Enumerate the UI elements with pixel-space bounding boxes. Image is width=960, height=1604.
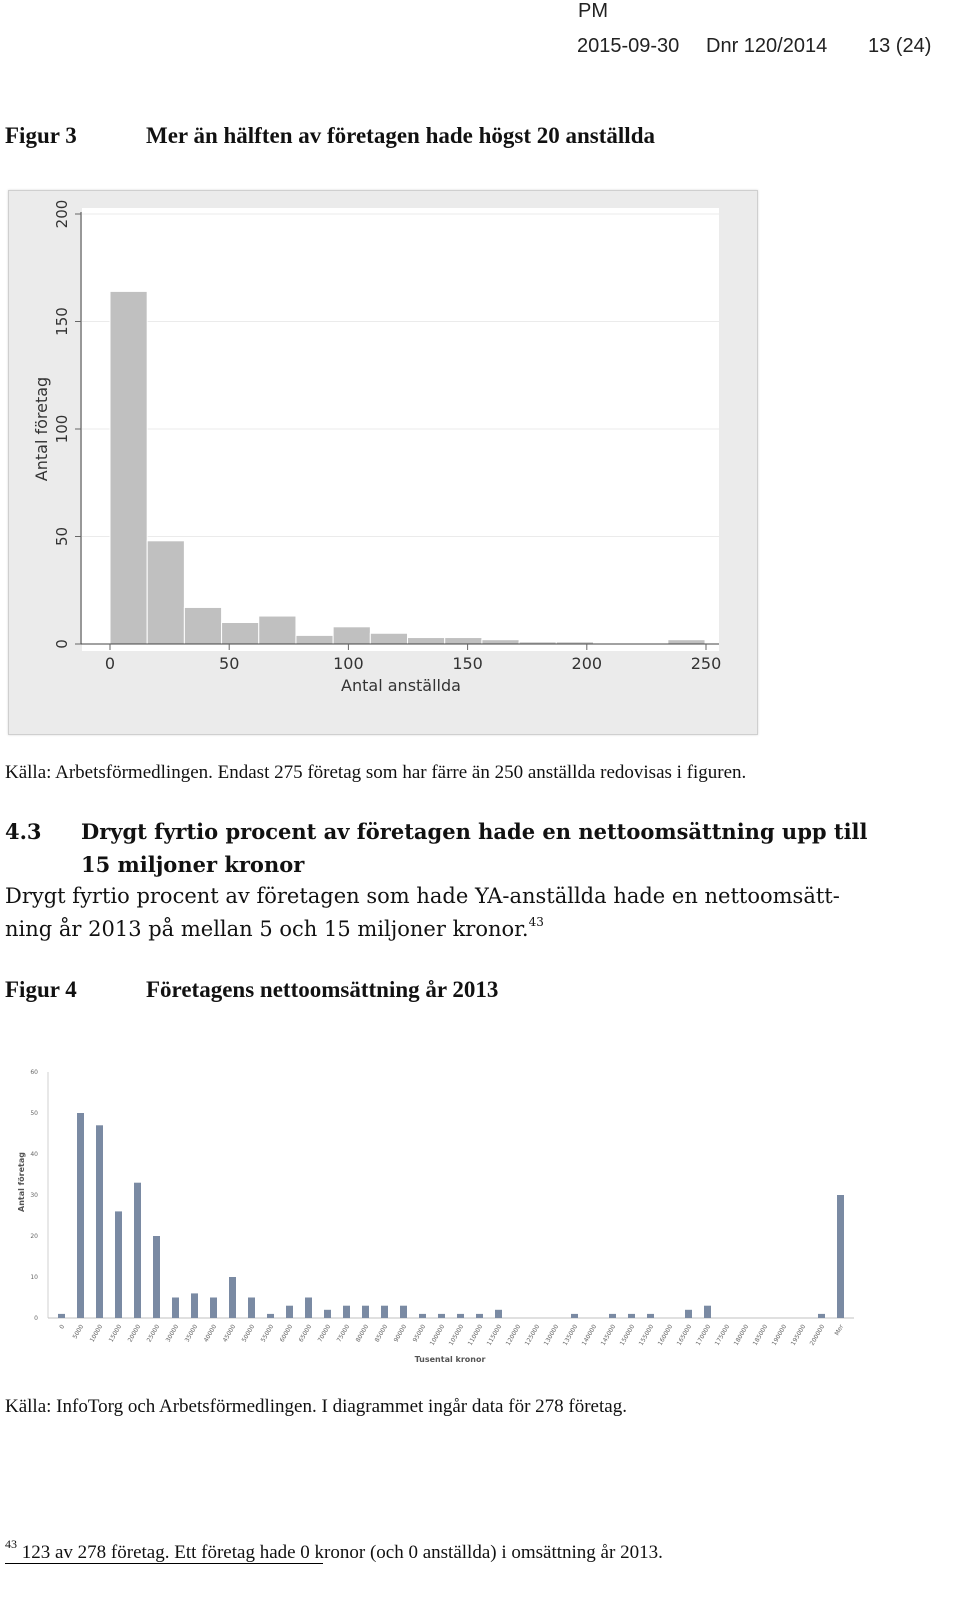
revenue-bar [153,1236,160,1318]
histogram-chart [9,191,757,734]
revenue-bar [609,1314,616,1318]
footnote-number: 43 [5,1537,17,1551]
revenue-bar [571,1314,578,1318]
histogram-chart-container [8,190,758,735]
y-tick-label: 30 [30,1192,38,1199]
x-tick-label: 145000 [599,1323,618,1347]
doc-dnr: Dnr 120/2014 [706,35,828,57]
revenue-bar [305,1298,312,1319]
y-tick-label: 40 [30,1151,38,1158]
x-tick-label: 165000 [675,1323,694,1347]
histogram-bar [184,607,221,644]
y-tick-label: 60 [30,1069,38,1076]
y-tick-label: 10 [30,1274,38,1281]
revenue-bar [685,1310,692,1318]
x-tick-label: 170000 [694,1323,713,1347]
figure4-label: Figur 4 [5,977,77,1002]
x-tick-label: 135000 [561,1323,580,1347]
x-tick-label: 185000 [751,1323,770,1347]
histogram-bar [482,640,519,644]
histogram-bar [668,640,705,644]
y-axis-label: Antal företag [17,1152,26,1212]
x-tick-label: 30000 [164,1323,181,1344]
x-tick-label: 60000 [278,1323,295,1344]
revenue-bar [362,1306,369,1318]
y-tick-label: 50 [53,526,71,547]
histogram-bar [408,638,445,644]
x-tick-label: 40000 [202,1323,219,1344]
x-tick-label: 110000 [466,1323,485,1347]
revenue-bar [495,1310,502,1318]
histogram-bar [296,635,333,644]
x-tick-label: 200000 [808,1323,827,1347]
revenue-bar [248,1298,255,1319]
revenue-chart-container [8,1060,888,1400]
revenue-bar [400,1306,407,1318]
x-tick-label: 100 [333,654,364,673]
histogram-bar [259,616,296,644]
x-tick-label: 190000 [770,1323,789,1347]
revenue-bar [286,1306,293,1318]
footnote-text: 123 av 278 företag. Ett företag hade 0 kronor (och 0 anställda) i omsättning år 2013. [21,1542,663,1563]
x-tick-label: 120000 [504,1323,523,1347]
x-tick-label: 10000 [88,1323,105,1344]
revenue-bar [77,1113,84,1318]
x-tick-label: 155000 [637,1323,656,1347]
x-tick-label: 0 [104,654,116,673]
x-tick-label: 100000 [428,1323,447,1347]
x-axis-label: Tusental kronor [414,1355,486,1364]
revenue-bar [381,1306,388,1318]
y-axis-label: Antal företag [32,376,51,482]
x-tick-label: 0 [58,1323,67,1331]
revenue-bar [837,1195,844,1318]
section-number: 4.3 [5,819,42,844]
figure3-title: Mer än hälften av företagen hade högst 20 anställda [146,123,655,148]
histogram-bar [370,633,407,644]
x-tick-label: 45000 [221,1323,238,1344]
revenue-bar [210,1298,217,1319]
revenue-bar [267,1314,274,1318]
x-tick-label: 180000 [732,1323,751,1347]
x-tick-label: 70000 [316,1323,333,1344]
footnote [5,1537,663,1564]
section-body-line2 [5,913,544,946]
figure4-source: Källa: InfoTorg och Arbetsförmedlingen. I diagrammet ingår data för 278 företag. [5,1396,627,1417]
x-tick-label: 50 [219,654,240,673]
revenue-bar [704,1306,711,1318]
x-tick-label: 105000 [447,1323,466,1347]
revenue-bar [324,1310,331,1318]
section-body-line1: Drygt fyrtio procent av företagen som hade YA-anställda hade en nettoomsätt- [5,884,840,908]
y-tick-label: 100 [53,414,71,444]
revenue-bar [134,1183,141,1318]
x-tick-label: 20000 [126,1323,143,1344]
revenue-chart [8,1060,888,1400]
x-tick-label: 115000 [485,1323,504,1347]
revenue-bar [818,1314,825,1318]
x-tick-label: 195000 [789,1323,808,1347]
x-tick-label: 90000 [392,1323,409,1344]
x-tick-label: 35000 [183,1323,200,1344]
section-body-line2-text: ning år 2013 på mellan 5 och 15 miljoner kronor. [5,917,529,941]
y-tick-label: 0 [34,1315,38,1322]
x-tick-label: 125000 [523,1323,542,1347]
revenue-bar [438,1314,445,1318]
x-axis-label: Antal anställda [341,676,461,695]
x-tick-label: 15000 [107,1323,124,1344]
histogram-bar [110,291,147,644]
x-tick-label: 75000 [335,1323,352,1344]
x-tick-label: 140000 [580,1323,599,1347]
x-tick-label: 85000 [373,1323,390,1344]
x-tick-label: 250 [690,654,722,673]
figure4-title: Företagens nettoomsättning år 2013 [146,977,499,1002]
doc-type: PM [578,0,608,22]
y-tick-label: 20 [30,1233,38,1240]
revenue-bar [58,1314,65,1318]
y-tick-label: 50 [30,1110,38,1117]
revenue-bar [647,1314,654,1318]
footnote-ref[interactable]: 43 [528,915,544,929]
histogram-bar [333,627,370,644]
x-tick-label: 5000 [71,1323,86,1341]
x-tick-label: Mer [833,1323,846,1337]
revenue-bar [343,1306,350,1318]
section-title-line1: Drygt fyrtio procent av företagen hade en nettoomsättning upp till [81,819,868,844]
x-tick-label: 95000 [411,1323,428,1344]
histogram-bar [147,541,184,644]
y-tick-label: 0 [53,639,71,649]
figure3-source: Källa: Arbetsförmedlingen. Endast 275 företag som har färre än 250 anställda redovisas i figuren. [5,762,747,783]
revenue-bar [172,1298,179,1319]
x-tick-label: 160000 [656,1323,675,1347]
revenue-bar [457,1314,464,1318]
x-tick-label: 50000 [240,1323,257,1344]
revenue-bar [628,1314,635,1318]
x-tick-label: 150 [452,654,483,673]
x-tick-label: 25000 [145,1323,162,1344]
y-tick-label: 200 [53,199,71,229]
doc-date: 2015-09-30 [577,35,680,57]
section-title-line2: 15 miljoner kronor [81,852,305,877]
revenue-bar [191,1293,198,1318]
revenue-bar [96,1125,103,1318]
x-tick-label: 130000 [542,1323,561,1347]
x-tick-label: 55000 [259,1323,276,1344]
x-tick-label: 200 [571,654,603,673]
histogram-bar [222,623,259,645]
x-tick-label: 175000 [713,1323,732,1347]
x-tick-label: 80000 [354,1323,371,1344]
revenue-bar [476,1314,483,1318]
x-tick-label: 150000 [618,1323,637,1347]
histogram-bar [445,638,482,644]
x-tick-label: 65000 [297,1323,314,1344]
revenue-bar [115,1211,122,1318]
revenue-bar [419,1314,426,1318]
page-number: 13 (24) [868,35,932,57]
figure3-label: Figur 3 [5,123,77,148]
revenue-bar [229,1277,236,1318]
y-tick-label: 150 [53,307,71,336]
